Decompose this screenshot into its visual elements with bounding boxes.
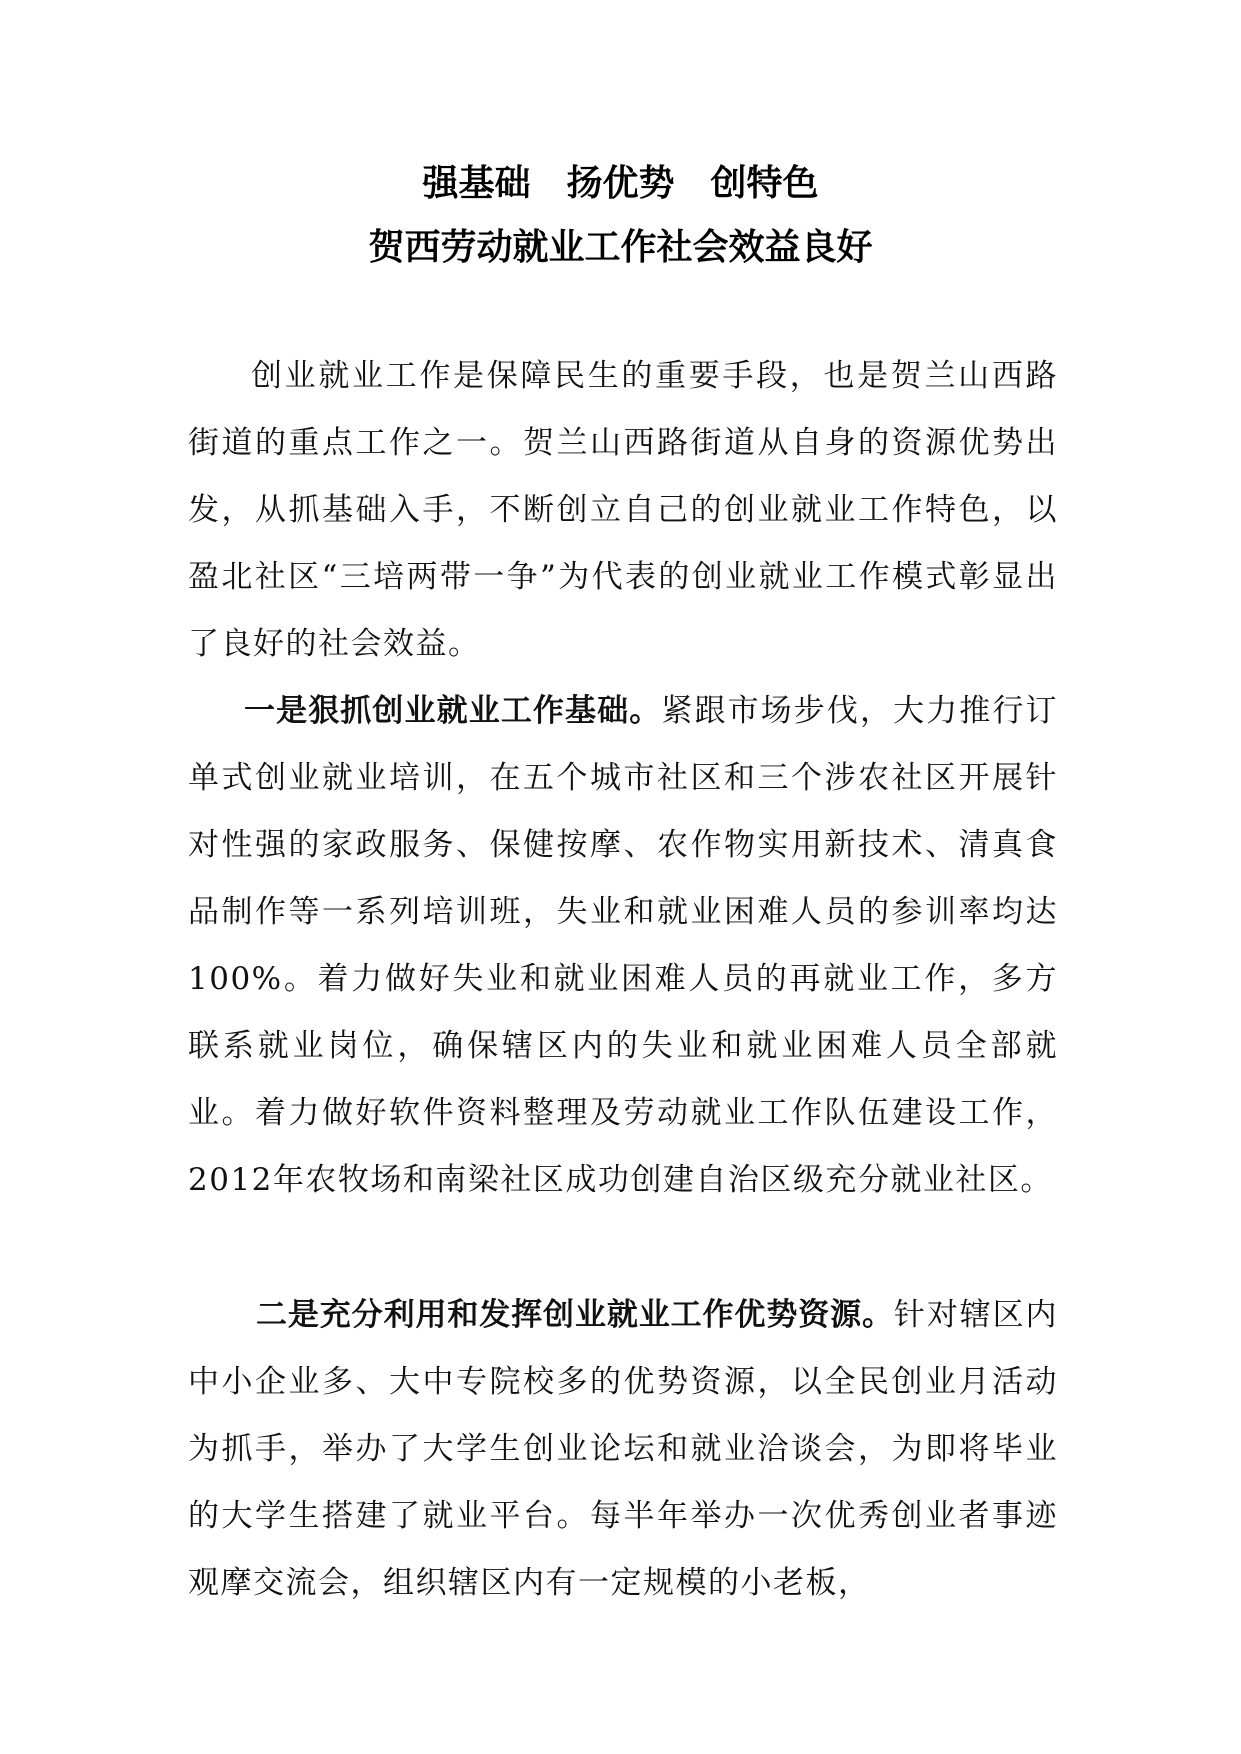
document-title-line-2: 贺西劳动就业工作社会效益良好 — [368, 227, 873, 268]
document-title-line-1: 强基础 扬优势 创特色 — [422, 163, 819, 204]
paragraph-intro — [188, 343, 1058, 678]
paragraph-advantages — [188, 1282, 1058, 1617]
paragraph-advantages-heading: 二是充分利用和发挥创业就业工作优势资源。 — [256, 1297, 894, 1333]
paragraph-foundation — [188, 678, 1058, 1214]
paragraph-foundation-heading: 一是狠抓创业就业工作基础。 — [244, 693, 662, 729]
paragraph-foundation-text: 紧跟市场步伐，大力推行订单式创业就业培训，在五个城市社区和三个涉农社区开展针对性强的家政服务、保健按摩、农作物实用新技术、清真食品制作等一系列培训班，失业和就业困难人员的参训率均达100%。着力做好失业和就业困难人员的再就业工作，多方联系就业岗位，确保辖区内的失业和就业困难人员全部就业。着力做好软件资料整理及劳动就业工作队伍建设工作，2012年农牧场和南梁社区成功创建自治区级充分就业社区。 — [188, 693, 1059, 1198]
paragraph-advantages-text: 针对辖区内中小企业多、大中专院校多的优势资源，以全民创业月活动为抓手，举办了大学生创业论坛和就业洽谈会，为即将毕业的大学生搭建了就业平台。每半年举办一次优秀创业者事迹观摩交流会，组织辖区内有一定规模的小老板， — [188, 1297, 1059, 1601]
paragraph-intro-text: 创业就业工作是保障民生的重要手段，也是贺兰山西路街道的重点工作之一。贺兰山西路街道从自身的资源优势出发，从抓基础入手，不断创立自己的创业就业工作特色，以盈北社区“三培两带一争”为代表的创业就业工作模式彰显出了良好的社会效益。 — [188, 358, 1058, 662]
